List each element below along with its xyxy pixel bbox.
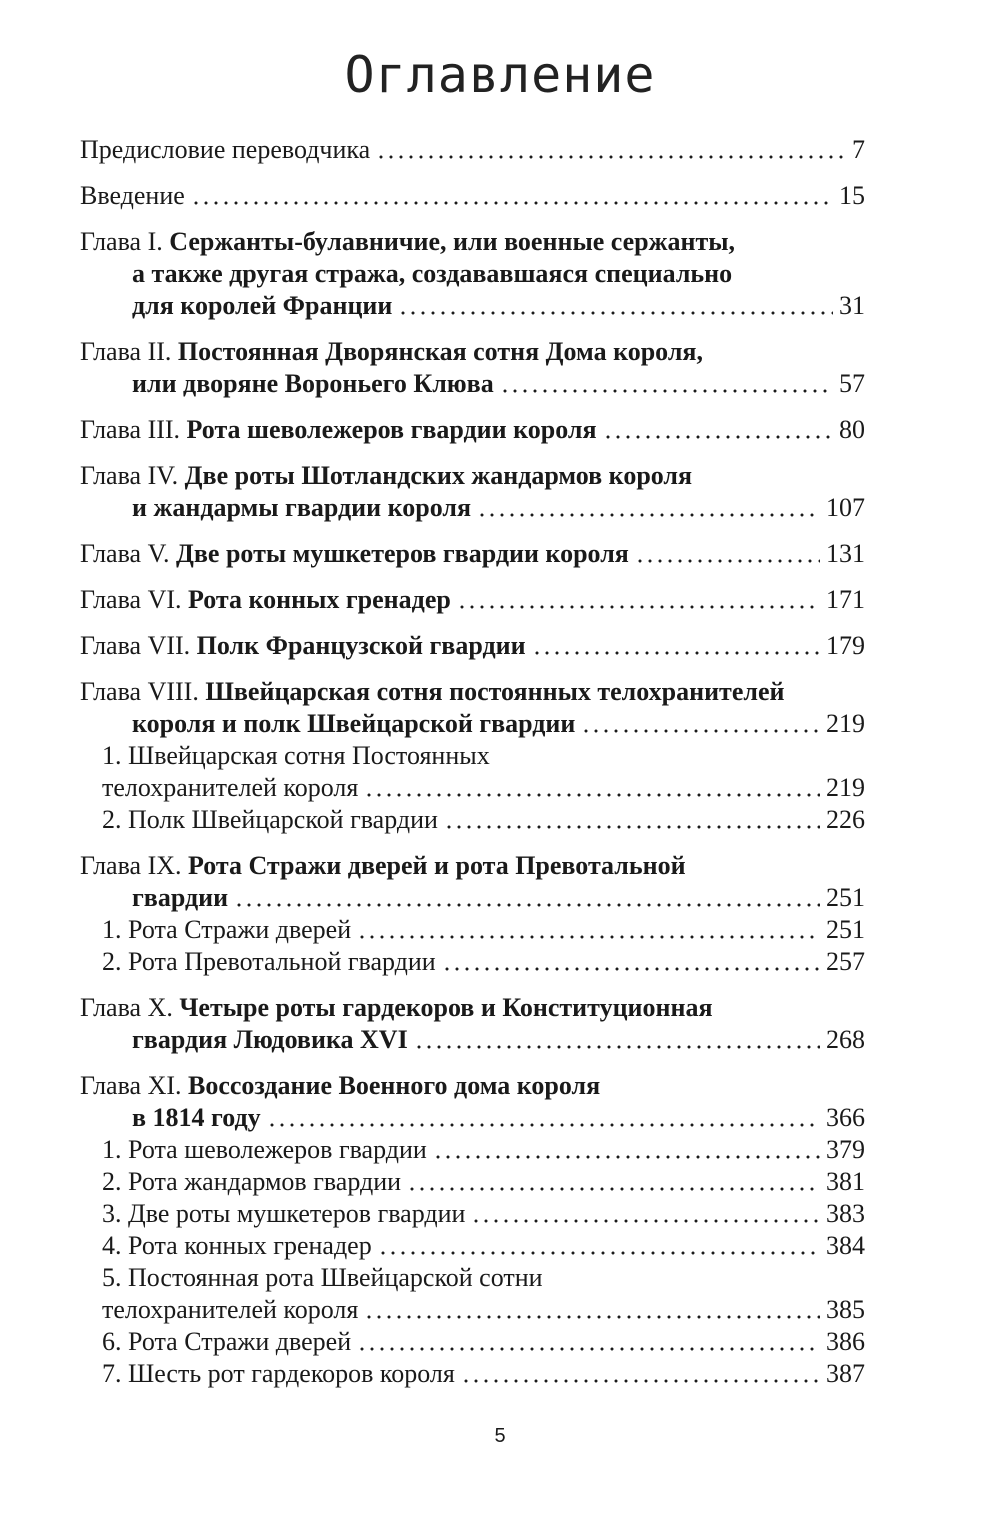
- toc-entry-chapter[interactable]: [80, 584, 865, 616]
- leader-dots: [357, 1331, 820, 1352]
- leader-dots: [444, 809, 820, 830]
- chapter-title-line: Две роты Шотландских жандармов короля: [184, 461, 693, 490]
- chapter-title-line: Постоянная Дворянская сотня Дома короля,: [177, 337, 703, 366]
- toc-entry-label: Предисловие переводчика: [80, 135, 371, 164]
- chapter-prefix: Глава IX.: [80, 851, 182, 880]
- toc-subsection[interactable]: [80, 1134, 865, 1166]
- toc-page-number: 15: [839, 181, 865, 210]
- subsection-title-line: телохранителей короля: [102, 773, 359, 802]
- toc-subsection[interactable]: [80, 1262, 865, 1294]
- chapter-title-line: Воссоздание Военного дома короля: [188, 1071, 601, 1100]
- toc-page-number: 7: [852, 135, 865, 164]
- leader-dots: [635, 543, 820, 564]
- toc-page-number: 385: [826, 1295, 865, 1324]
- toc-entry-chapter[interactable]: [80, 850, 865, 914]
- chapter-prefix: Глава VI.: [80, 585, 182, 614]
- toc-subsection[interactable]: [80, 914, 865, 946]
- chapter-title-line: Две роты мушкетеров гвардии короля: [176, 539, 629, 568]
- chapter-prefix: Глава V.: [80, 539, 170, 568]
- subsection-title-line: 7. Шесть рот гардекоров короля: [102, 1359, 455, 1388]
- toc-page-number: 383: [826, 1199, 865, 1228]
- toc-page-number: 379: [826, 1135, 865, 1164]
- toc-page-number: 251: [826, 883, 865, 912]
- subsection-list: [80, 914, 865, 978]
- chapter-title-line: Полк Французской гвардии: [196, 631, 526, 660]
- leader-dots: [357, 919, 820, 940]
- leader-dots: [603, 419, 833, 440]
- toc-entry-chapter[interactable]: [80, 630, 865, 662]
- chapter-title-line: Четыре роты гардекоров и Конституционная: [179, 993, 713, 1022]
- subsection-title-line: 2. Рота жандармов гвардии: [102, 1167, 402, 1196]
- toc-page-number: 251: [826, 915, 865, 944]
- toc-entry-chapter[interactable]: [80, 336, 865, 400]
- toc-page-number: 131: [826, 539, 865, 568]
- toc-page-number: 386: [826, 1327, 865, 1356]
- chapter-list: [80, 226, 865, 1390]
- chapter-title-line: или дворяне Вороньего Клюва: [132, 369, 494, 398]
- toc-entry-chapter[interactable]: [80, 226, 865, 322]
- subsection-title-line: 1. Рота Стражи дверей: [102, 915, 352, 944]
- toc-page-number: 219: [826, 773, 865, 802]
- chapter-title-line: Швейцарская сотня постоянных телохранителей: [205, 677, 785, 706]
- chapter-prefix: Глава II.: [80, 337, 172, 366]
- chapter-title-line: в 1814 году: [132, 1103, 261, 1132]
- chapter-prefix: Глава III.: [80, 415, 181, 444]
- chapter-title-line: и жандармы гвардии короля: [132, 493, 472, 522]
- toc-page-number: 366: [826, 1103, 865, 1132]
- leader-dots: [376, 139, 846, 160]
- toc-page-number: 31: [839, 291, 865, 320]
- toc-page-number: 179: [826, 631, 865, 660]
- toc-entry-chapter[interactable]: [80, 460, 865, 524]
- chapter-prefix: Глава XI.: [80, 1071, 182, 1100]
- toc-page-number: 57: [839, 369, 865, 398]
- chapter-prefix: Глава IV.: [80, 461, 179, 490]
- subsection-title-line: 5. Постоянная рота Швейцарской сотни: [102, 1263, 543, 1292]
- subsection-title-line: телохранителей короля: [102, 1295, 359, 1324]
- toc-page-number: 219: [826, 709, 865, 738]
- leader-dots: [461, 1363, 820, 1384]
- chapter-title-line: для королей Франции: [132, 291, 393, 320]
- toc-entry-chapter[interactable]: [80, 1070, 865, 1134]
- toc-page-number: 384: [826, 1231, 865, 1260]
- toc-entry-chapter[interactable]: [80, 538, 865, 570]
- subsection-title-line: 1. Швейцарская сотня Постоянных: [102, 741, 490, 770]
- leader-dots: [442, 951, 820, 972]
- leader-dots: [191, 185, 833, 206]
- subsection-title-line: 2. Рота Превотальной гвардии: [102, 947, 436, 976]
- toc-subsection[interactable]: [80, 1358, 865, 1390]
- chapter-title-line: а также другая стража, создававшаяся специально: [132, 259, 733, 288]
- leader-dots: [234, 887, 820, 908]
- toc-page-number: 107: [826, 493, 865, 522]
- leader-dots: [364, 777, 820, 798]
- chapter-prefix: Глава VII.: [80, 631, 191, 660]
- subsection-title-line: 3. Две роты мушкетеров гвардии: [102, 1199, 466, 1228]
- page-number: 5: [494, 1425, 506, 1447]
- leader-dots: [457, 589, 820, 610]
- chapter-title-line: Рота шеволежеров гвардии короля: [186, 415, 597, 444]
- toc-subsection[interactable]: [80, 946, 865, 978]
- subsection-list: [80, 1134, 865, 1390]
- chapter-title-line: короля и полк Швейцарской гвардии: [132, 709, 576, 738]
- toc-entry-chapter[interactable]: [80, 414, 865, 446]
- leader-dots: [500, 373, 833, 394]
- chapter-title-line: Сержанты-булавничие, или военные сержанты,: [169, 227, 736, 256]
- page-title: Оглавление: [344, 46, 656, 104]
- subsection-list: [80, 740, 865, 836]
- toc-page-number: 80: [839, 415, 865, 444]
- toc-page-number: 226: [826, 805, 865, 834]
- toc-subsection[interactable]: [80, 1230, 865, 1262]
- leader-dots: [532, 635, 820, 656]
- chapter-prefix: Глава X.: [80, 993, 173, 1022]
- subsection-title-line: 2. Полк Швейцарской гвардии: [102, 805, 438, 834]
- leader-dots: [267, 1107, 820, 1128]
- toc-subsection[interactable]: [80, 1326, 865, 1358]
- chapter-title-line: гвардии: [132, 883, 229, 912]
- toc-page-number: 268: [826, 1025, 865, 1054]
- chapter-title-line: Рота конных гренадер: [188, 585, 451, 614]
- toc-subsection[interactable]: [80, 1166, 865, 1198]
- toc-entry-label: Введение: [80, 181, 185, 210]
- toc-page-number: 381: [826, 1167, 865, 1196]
- leader-dots: [477, 497, 820, 518]
- toc-entry-chapter[interactable]: [80, 676, 865, 740]
- toc-entry-intro[interactable]: [80, 180, 865, 212]
- leader-dots: [407, 1171, 820, 1192]
- table-of-contents: [80, 134, 865, 1404]
- leader-dots: [378, 1235, 820, 1256]
- leader-dots: [398, 295, 833, 316]
- toc-entry-preface[interactable]: [80, 134, 865, 166]
- toc-page-number: 257: [826, 947, 865, 976]
- leader-dots: [433, 1139, 820, 1160]
- chapter-prefix: Глава VIII.: [80, 677, 199, 706]
- toc-entry-chapter[interactable]: [80, 992, 865, 1056]
- toc-subsection[interactable]: [80, 772, 865, 804]
- toc-subsection[interactable]: [80, 1198, 865, 1230]
- toc-subsection[interactable]: [80, 740, 865, 772]
- leader-dots: [581, 713, 820, 734]
- leader-dots: [414, 1029, 820, 1050]
- toc-subsection[interactable]: [80, 804, 865, 836]
- toc-page-number: 171: [826, 585, 865, 614]
- chapter-prefix: Глава I.: [80, 227, 163, 256]
- subsection-title-line: 6. Рота Стражи дверей: [102, 1327, 352, 1356]
- subsection-title-line: 1. Рота шеволежеров гвардии: [102, 1135, 427, 1164]
- subsection-title-line: 4. Рота конных гренадер: [102, 1231, 372, 1260]
- toc-page-number: 387: [826, 1359, 865, 1388]
- leader-dots: [471, 1203, 820, 1224]
- chapter-title-line: гвардия Людовика XVI: [132, 1025, 408, 1054]
- leader-dots: [364, 1299, 820, 1320]
- chapter-title-line: Рота Стражи дверей и рота Превотальной: [188, 851, 686, 880]
- toc-subsection[interactable]: [80, 1294, 865, 1326]
